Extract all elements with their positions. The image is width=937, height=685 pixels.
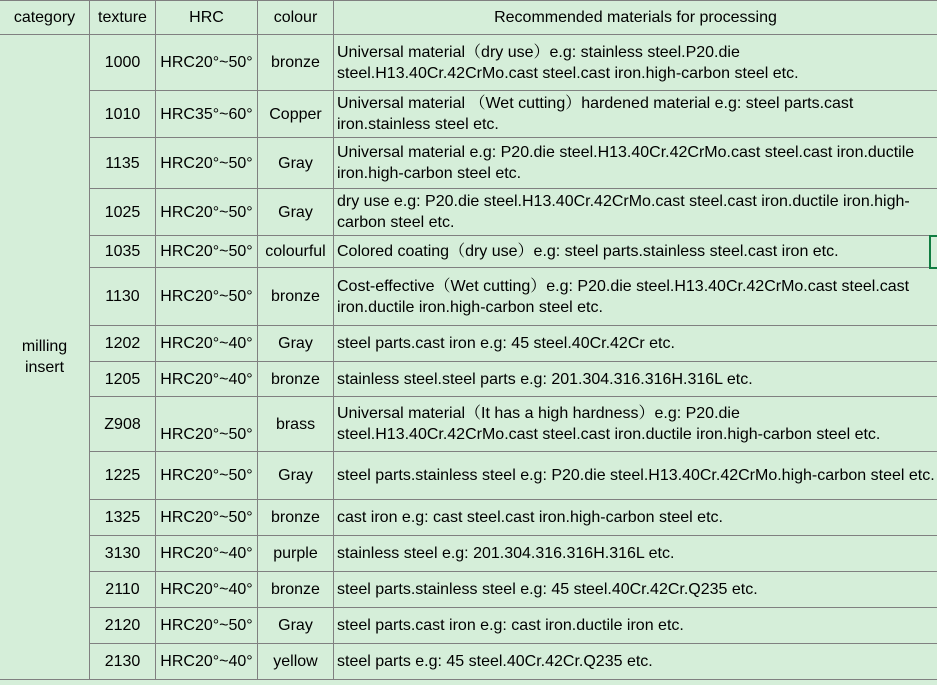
texture-cell[interactable]: 1205: [90, 362, 156, 397]
materials-cell[interactable]: steel parts.cast iron e.g: 45 steel.40Cr.42Cr etc.: [334, 326, 937, 362]
texture-cell[interactable]: 2130: [90, 644, 156, 680]
table-row: [0, 236, 937, 268]
table-row: [0, 35, 937, 91]
hrc-cell[interactable]: HRC20°~50°: [156, 500, 258, 536]
hrc-cell[interactable]: HRC20°~40°: [156, 572, 258, 608]
texture-cell[interactable]: 1225: [90, 452, 156, 500]
header-materials[interactable]: Recommended materials for processing: [334, 1, 937, 35]
colour-cell[interactable]: Gray: [258, 138, 334, 189]
materials-cell[interactable]: Universal material （Wet cutting）hardened material e.g: steel parts.cast iron.stainless steel etc.: [334, 91, 937, 138]
cell-selection-indicator: [929, 235, 937, 269]
header-hrc[interactable]: HRC: [156, 1, 258, 35]
category-cell[interactable]: milling insert: [0, 35, 90, 680]
texture-cell[interactable]: 3130: [90, 536, 156, 572]
texture-cell[interactable]: 2120: [90, 608, 156, 644]
materials-cell[interactable]: Universal material e.g: P20.die steel.H13.40Cr.42CrMo.cast steel.cast iron.ductile iron.high-carbon steel etc.: [334, 138, 937, 189]
texture-cell[interactable]: 1130: [90, 268, 156, 326]
table-row: [0, 268, 937, 326]
materials-cell[interactable]: Colored coating（dry use）e.g: steel parts.stainless steel.cast iron etc.: [334, 236, 937, 268]
colour-cell[interactable]: bronze: [258, 268, 334, 326]
header-category[interactable]: category: [0, 1, 90, 35]
table-row: [0, 138, 937, 189]
hrc-cell[interactable]: HRC20°~40°: [156, 326, 258, 362]
colour-cell[interactable]: bronze: [258, 35, 334, 91]
colour-cell[interactable]: purple: [258, 536, 334, 572]
hrc-cell[interactable]: HRC20°~50°: [156, 35, 258, 91]
materials-cell[interactable]: cast iron e.g: cast steel.cast iron.high-carbon steel etc.: [334, 500, 937, 536]
materials-cell[interactable]: steel parts e.g: 45 steel.40Cr.42Cr.Q235 etc.: [334, 644, 937, 680]
materials-cell[interactable]: steel parts.stainless steel e.g: P20.die steel.H13.40Cr.42CrMo.high-carbon steel etc.: [334, 452, 937, 500]
hrc-cell[interactable]: HRC20°~50°: [156, 397, 258, 452]
colour-cell[interactable]: bronze: [258, 500, 334, 536]
table-row: [0, 326, 937, 362]
materials-cell[interactable]: steel parts.stainless steel e.g: 45 steel.40Cr.42Cr.Q235 etc.: [334, 572, 937, 608]
texture-cell[interactable]: 1135: [90, 138, 156, 189]
table-body: [0, 35, 937, 680]
hrc-cell[interactable]: HRC20°~40°: [156, 536, 258, 572]
hrc-cell[interactable]: HRC35°~60°: [156, 91, 258, 138]
colour-cell[interactable]: Gray: [258, 326, 334, 362]
materials-cell[interactable]: dry use e.g: P20.die steel.H13.40Cr.42CrMo.cast steel.cast iron.ductile iron.high-carbon steel etc.: [334, 189, 937, 236]
texture-cell[interactable]: 1010: [90, 91, 156, 138]
hrc-cell[interactable]: HRC20°~50°: [156, 452, 258, 500]
header-texture[interactable]: texture: [90, 1, 156, 35]
hrc-cell[interactable]: HRC20°~40°: [156, 362, 258, 397]
colour-cell[interactable]: Gray: [258, 608, 334, 644]
hrc-cell[interactable]: HRC20°~50°: [156, 236, 258, 268]
table-row: [0, 189, 937, 236]
colour-cell[interactable]: brass: [258, 397, 334, 452]
header-row: [0, 1, 937, 35]
table-row: [0, 397, 937, 452]
table-row: [0, 452, 937, 500]
table-row: [0, 500, 937, 536]
colour-cell[interactable]: Gray: [258, 452, 334, 500]
colour-cell[interactable]: bronze: [258, 572, 334, 608]
table-row: [0, 644, 937, 680]
hrc-cell[interactable]: HRC20°~50°: [156, 138, 258, 189]
colour-cell[interactable]: Gray: [258, 189, 334, 236]
texture-cell[interactable]: 1000: [90, 35, 156, 91]
hrc-cell[interactable]: HRC20°~50°: [156, 608, 258, 644]
colour-cell[interactable]: yellow: [258, 644, 334, 680]
table-row: [0, 572, 937, 608]
header-colour[interactable]: colour: [258, 1, 334, 35]
texture-cell[interactable]: 2110: [90, 572, 156, 608]
table-row: [0, 536, 937, 572]
texture-cell[interactable]: Z908: [90, 397, 156, 452]
hrc-cell[interactable]: HRC20°~50°: [156, 268, 258, 326]
hrc-cell[interactable]: HRC20°~50°: [156, 189, 258, 236]
table-row: [0, 91, 937, 138]
texture-cell[interactable]: 1025: [90, 189, 156, 236]
materials-cell[interactable]: stainless steel.steel parts e.g: 201.304.316.316H.316L etc.: [334, 362, 937, 397]
hrc-cell[interactable]: HRC20°~40°: [156, 644, 258, 680]
materials-cell[interactable]: stainless steel e.g: 201.304.316.316H.316L etc.: [334, 536, 937, 572]
materials-cell[interactable]: Universal material（dry use）e.g: stainless steel.P20.die steel.H13.40Cr.42CrMo.cast steel.cast iron.high-carbon steel etc.: [334, 35, 937, 91]
table-row: [0, 362, 937, 397]
texture-cell[interactable]: 1202: [90, 326, 156, 362]
colour-cell[interactable]: Copper: [258, 91, 334, 138]
table-row: [0, 608, 937, 644]
texture-cell[interactable]: 1325: [90, 500, 156, 536]
materials-cell[interactable]: Cost-effective（Wet cutting）e.g: P20.die steel.H13.40Cr.42CrMo.cast steel.cast iron.ductile iron.high-carbon steel etc.: [334, 268, 937, 326]
materials-cell[interactable]: steel parts.cast iron e.g: cast iron.ductile iron etc.: [334, 608, 937, 644]
colour-cell[interactable]: bronze: [258, 362, 334, 397]
materials-cell[interactable]: Universal material（It has a high hardness）e.g: P20.die steel.H13.40Cr.42CrMo.cast steel.cast iron.ductile iron.high-carbon steel etc.: [334, 397, 937, 452]
texture-cell[interactable]: 1035: [90, 236, 156, 268]
colour-cell[interactable]: colourful: [258, 236, 334, 268]
